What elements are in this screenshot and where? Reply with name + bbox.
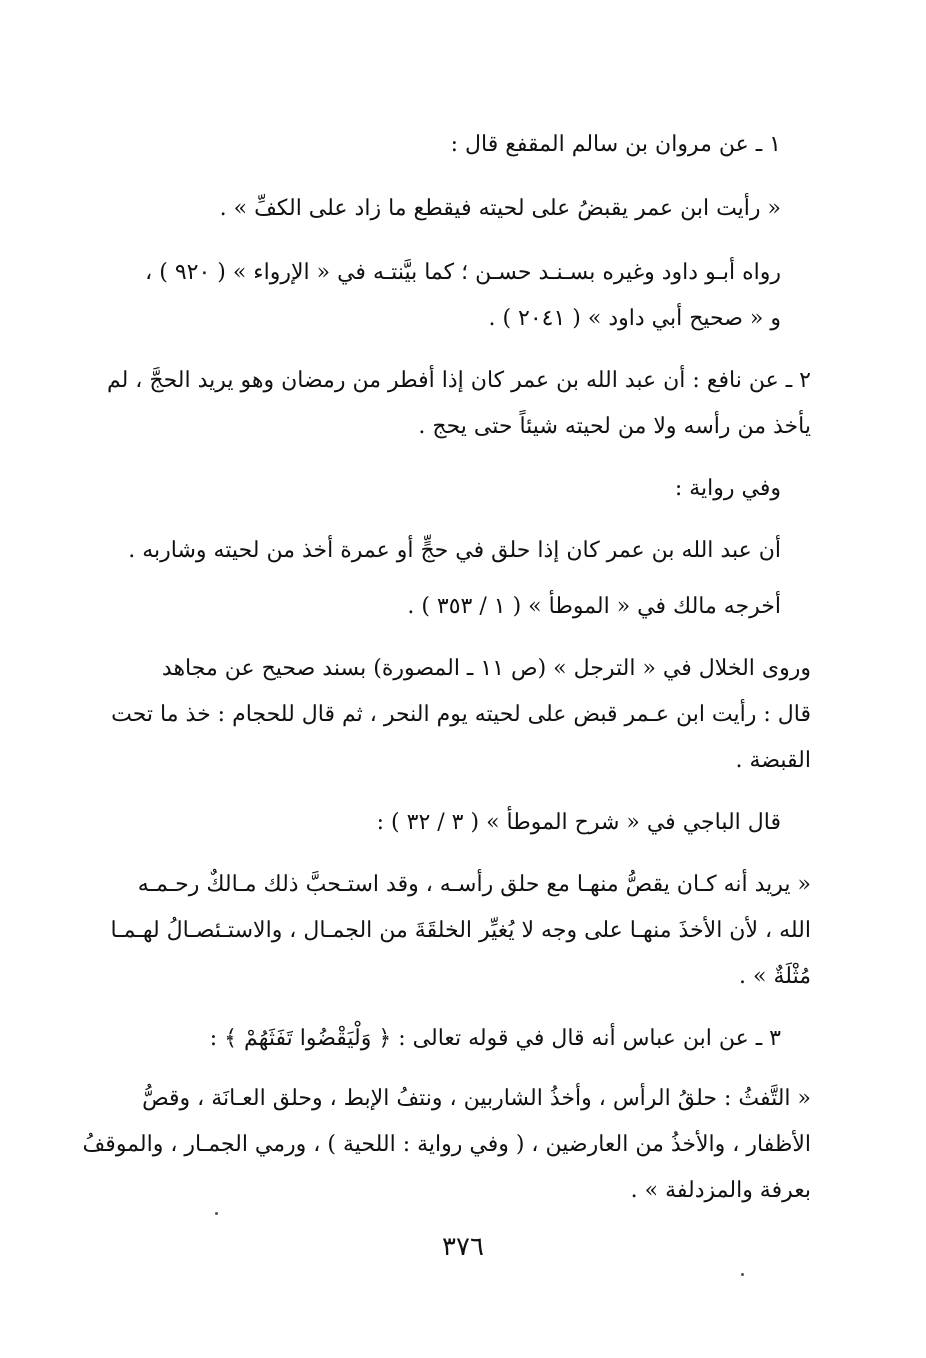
text-line: و « صحيح أبي داود » ( ٢٠٤١ ) .	[488, 306, 781, 331]
text-line: وفي رواية :	[674, 476, 781, 501]
text-line: بعرفة والمزدلفة » .	[630, 1178, 811, 1203]
text-line: « التَّفثُ : حلقُ الرأس ، وأخذُ الشاربين ، ونتفُ الإبط ، وحلق العـانَة ، وقصُّ	[142, 1086, 811, 1111]
text-line: « رأيت ابن عمر يقبضُ على لحيته فيقطع ما زاد على الكفِّ » .	[219, 196, 781, 221]
text-line: « يريد أنه كـان يقصُّ منهـا مع حلق رأسـه ، وقد استـحبَّ ذلك مـالكٌ رحـمـه	[137, 872, 811, 897]
khallal-narration	[51, 646, 811, 784]
text-line: أن عبد الله بن عمر كان إذا حلق في حجٍّ أو عمرة أخذ من لحيته وشاربه .	[128, 538, 781, 563]
text-line: قال : رأيت ابن عـمر قبض على لحيته يوم النحر ، ثم قال للحجام : خذ ما تحت	[111, 702, 811, 727]
text-line: أخرجه مالك في « الموطأ » ( ١ / ٣٥٣ ) .	[407, 594, 781, 619]
text-line: الله ، لأن الأخذَ منهـا على وجه لا يُغيِّر الخلقَةَ من الجمـال ، والاستـئصـالُ لهـمـا	[110, 918, 811, 943]
page-number: ٣٧٦	[442, 1232, 484, 1262]
baji-heading	[281, 800, 781, 846]
narration-2-variant-text	[81, 528, 781, 574]
speck-mark	[215, 1212, 218, 1215]
text-line: قال الباجي في « شرح الموطأ » ( ٣ / ٣٢ ) :	[376, 810, 781, 835]
text-line: ٣ ـ عن ابن عباس أنه قال في قوله تعالى : ﴿ وَلْيَقْضُوا تَفَثَهُمْ ﴾ :	[209, 1026, 781, 1051]
text-line: وروى الخلال في « الترجل » (ص ١١ ـ المصورة) بسند صحيح عن مجاهد	[161, 656, 811, 681]
baji-quote	[51, 862, 811, 1000]
narration-1-heading	[121, 122, 781, 168]
text-line: مُثْلَةٌ » .	[739, 964, 811, 989]
speck-mark	[741, 1273, 744, 1276]
text-line: ٢ ـ عن نافع : أن عبد الله بن عمر كان إذا أفطر من رمضان وهو يريد الحجَّ ، لم	[106, 368, 811, 393]
text-line: رواه أبـو داود وغيره بسـنـد حسـن ؛ كما بيَّنتـه في « الإرواء » ( ٩٢٠ ) ،	[145, 260, 781, 285]
text-line: يأخذ من رأسه ولا من لحيته شيئاً حتى يحج .	[418, 414, 811, 439]
text-line: الأظفار ، والأخذُ من العارضين ، ( وفي رواية : اللحية ) ، ورمي الجمـار ، والموقفُ	[82, 1132, 811, 1157]
narration-1-quote	[121, 186, 781, 232]
narration-2-source	[281, 584, 781, 630]
narration-3-quote	[51, 1076, 811, 1214]
narration-1-source	[51, 250, 781, 342]
narration-2-variant-label	[481, 466, 781, 512]
narration-3-heading	[81, 1016, 781, 1062]
narration-2	[51, 358, 811, 450]
text-line: ١ ـ عن مروان بن سالم المقفع قال :	[450, 132, 781, 157]
text-line: القبضة .	[735, 748, 811, 773]
